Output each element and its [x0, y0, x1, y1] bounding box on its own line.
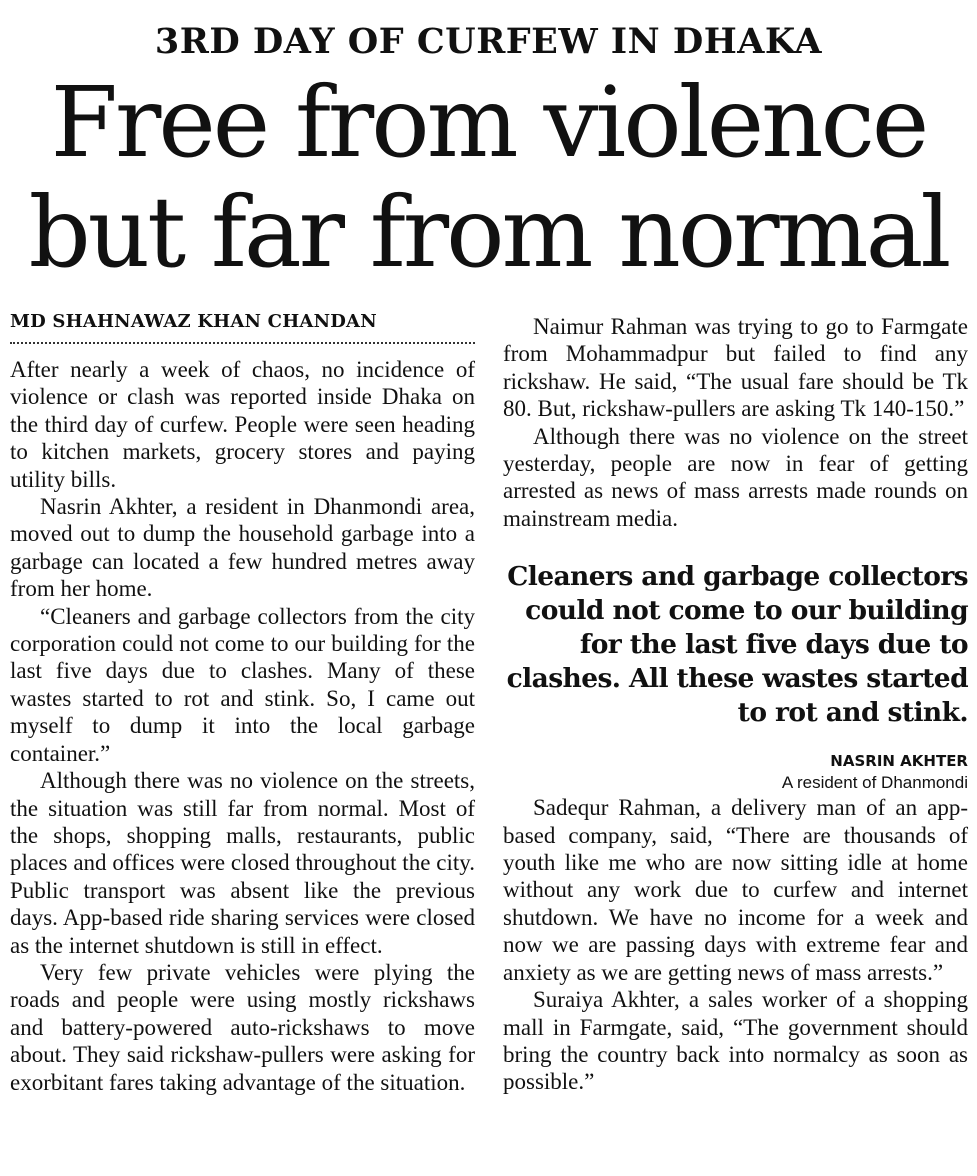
paragraph: After nearly a week of chaos, no incidence of violence or clash was reported inside Dhaka on the third day of curfew. People were seen heading to kitchen markets, grocery stores and paying utility bills. — [10, 357, 475, 492]
paragraph: Nasrin Akhter, a resident in Dhanmondi area, moved out to dump the household garbage into a garbage can located a few hundred metres away from her home. — [10, 494, 475, 602]
headline-line-2: but far from normal — [28, 176, 949, 289]
right-column — [503, 313, 968, 1096]
paragraph: “Cleaners and garbage collectors from the city corporation could not come to our building for the last five days due to clashes. Many of these wastes started to rot and stink. So, I came out myself to dump it into the local garbage container.” — [10, 603, 475, 766]
headline-line-1: Free from violence — [50, 66, 927, 179]
pull-quote-role: A resident of Dhanmondi — [781, 773, 968, 793]
article-headline — [0, 68, 977, 288]
pull-quote-name: NASRIN AKHTER — [830, 752, 968, 771]
paragraph: Suraiya Akhter, a sales worker of a shopping mall in Farmgate, said, “The government should bring the country back into normalcy as soon as possible.” — [503, 987, 968, 1095]
paragraph: Very few private vehicles were plying the roads and people were using mostly rickshaws and battery-powered auto-rickshaws to move about. They said rickshaw-pullers were asking for exorbitant fares taking advantage of the situation. — [10, 959, 475, 1095]
article-kicker: 3RD DAY OF CURFEW IN DHAKA — [154, 21, 823, 62]
pull-quote: Cleaners and garbage collectors could not come to our building for the last five days due to clashes. All these wastes started to rot and stink. — [506, 561, 968, 729]
paragraph: Sadequr Rahman, a delivery man of an app-based company, said, “There are thousands of youth like me who are now sitting idle at home without any work due to curfew and internet shutdown. We have no income for a week and now we are passing days with extreme fear and anxiety as we are getting news of mass arrests.” — [503, 795, 968, 985]
byline: MD SHAHNAWAZ KHAN CHANDAN — [10, 310, 475, 344]
paragraph: Although there was no violence on the streets, the situation was still far from normal. Most of the shops, shopping malls, restaurants, public places and offices were closed throughout the city. Public transport was absent like the previous days. App-based ride sharing services were closed as the internet shutdown is still in effect. — [10, 768, 475, 958]
paragraph: Naimur Rahman was trying to go to Farmgate from Mohammadpur but failed to find any rickshaw. He said, “The usual fare should be Tk 80. But, rickshaw-pullers are asking Tk 140-150.” — [503, 314, 968, 422]
paragraph: Although there was no violence on the street yesterday, people are now in fear of getting arrested as news of mass arrests made rounds on mainstream media. — [503, 423, 968, 531]
left-column — [10, 310, 475, 1096]
